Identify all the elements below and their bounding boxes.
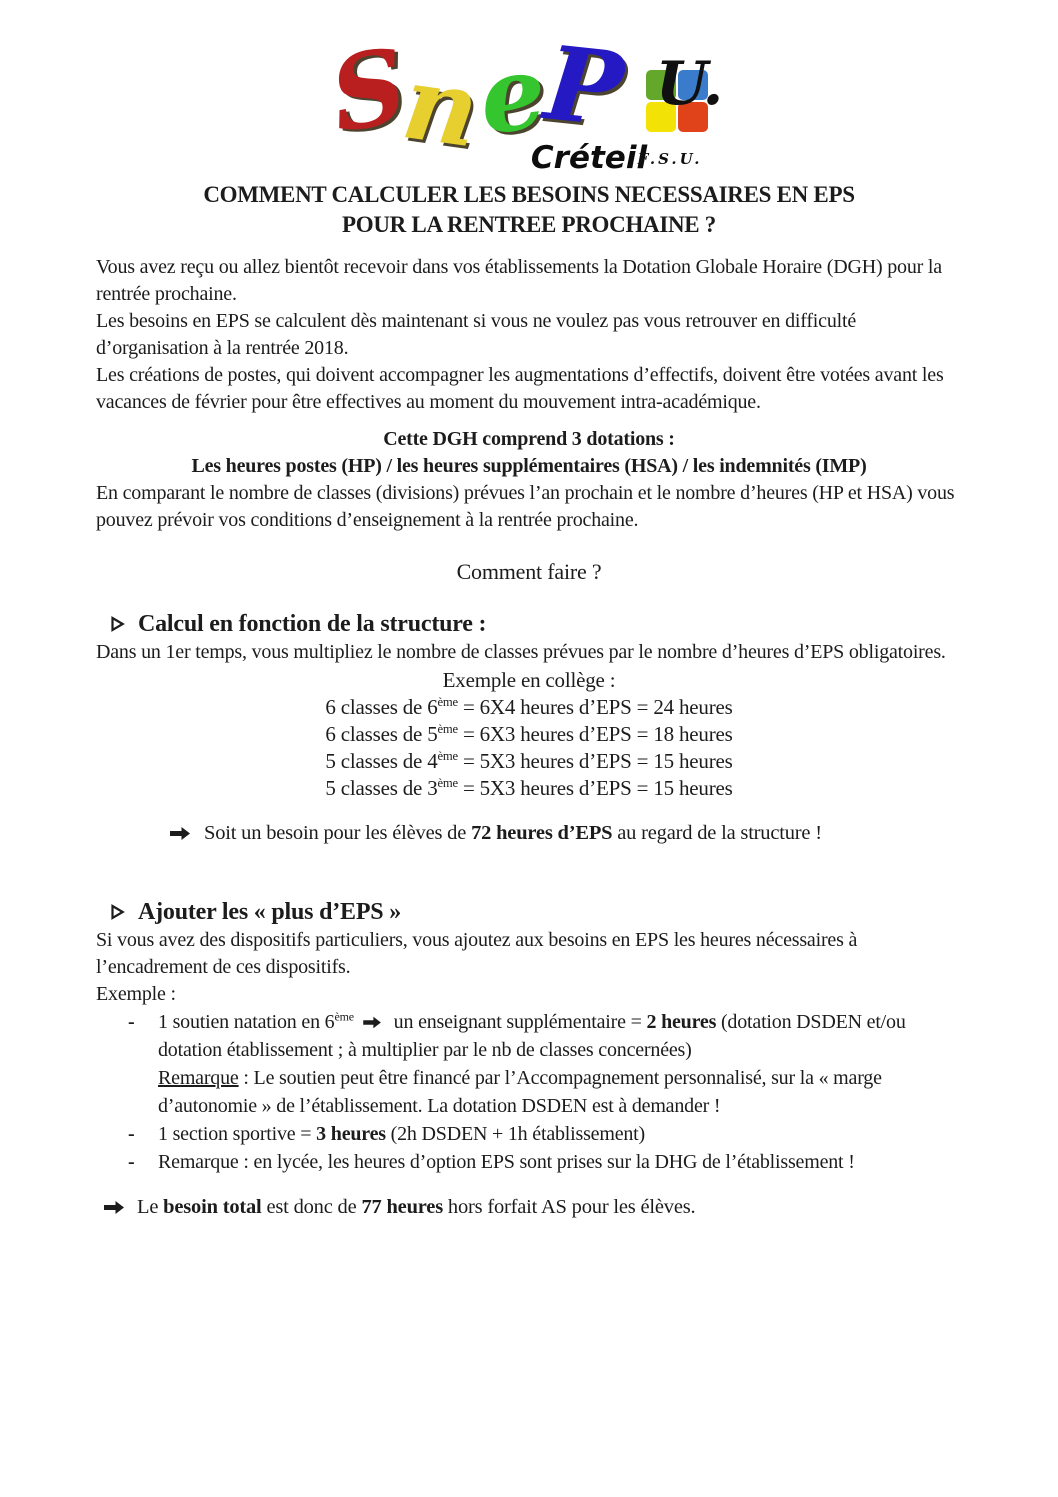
total-label-bold: besoin total	[163, 1196, 262, 1218]
item1-remark	[158, 1064, 962, 1120]
structure-result-text	[204, 820, 822, 847]
example-label: Exemple :	[96, 983, 176, 1005]
list-item	[96, 1120, 962, 1148]
ordinal-suffix: ème	[437, 776, 458, 790]
example-text: = 6X3 heures d’EPS = 18 heures	[457, 722, 733, 746]
item2-hours-bold: 3 heures	[316, 1123, 386, 1145]
page-title	[0, 180, 1058, 240]
snep-letter-n: n	[395, 42, 486, 172]
snep-logo	[169, 0, 889, 176]
intro-paragraph-2: Les besoins en EPS se calculent dès maintenant si vous ne voulez pas vous retrouver en difficulté d’organisation à la rentrée 2018.	[96, 310, 857, 359]
section2-heading-label: Ajouter les « plus d’EPS »	[138, 899, 402, 925]
dotations-line2: Les heures postes (HP) / les heures supplémentaires (HSA) / les indemnités (IMP)	[191, 455, 867, 477]
section2-body: Si vous avez des dispositifs particuliers, vous ajoutez aux besoins en EPS les heures nécessaires à l’encadrement de ces dispositifs.	[96, 929, 858, 978]
page-title-line2: POUR LA RENTREE PROCHAINE ?	[342, 212, 716, 237]
ordinal-suffix: ème	[334, 1009, 354, 1024]
right-arrow-icon	[104, 1199, 125, 1216]
ordinal-suffix: ème	[437, 749, 458, 763]
total-hours-bold: 77 heures	[361, 1196, 443, 1218]
intro-paragraph-1: Vous avez reçu ou allez bientôt recevoir dans vos établissements la Dotation Globale Horaire (DGH) pour la rentrée prochaine.	[96, 256, 942, 305]
result-text: au regard de la structure !	[612, 822, 822, 844]
item1-text	[158, 1011, 906, 1061]
result-text: Soit un besoin pour les élèves de	[204, 822, 472, 844]
fsu-caption: F.S.U.	[637, 150, 703, 168]
result-hours-bold: 72 heures d’EPS	[471, 822, 613, 844]
remark-label-underlined: Remarque	[158, 1067, 239, 1089]
total-pre: Le	[137, 1196, 164, 1218]
snep-letter-p: P	[539, 23, 629, 151]
section1-heading	[110, 609, 962, 639]
item2-post: (2h DSDEN + 1h établissement)	[385, 1123, 646, 1145]
total-need-text	[137, 1194, 695, 1221]
snep-letter-s: S	[322, 25, 416, 157]
list-item	[96, 1148, 962, 1176]
example-text: = 5X3 heures d’EPS = 15 heures	[457, 749, 733, 773]
total-post: hors forfait AS pour les élèves.	[442, 1196, 696, 1218]
dotations-line1: Cette DGH comprend 3 dotations :	[383, 428, 675, 450]
item1-mid: un enseignant supplémentaire =	[388, 1011, 647, 1033]
fsu-logo	[637, 49, 726, 170]
intro-paragraph-3: Les créations de postes, qui doivent accompagner les augmentations d’effectifs, doivent être votées avant les vacances de février pour être effectives au moment du mouvement intra-académique.	[96, 364, 944, 413]
logo-region-label: Créteil	[530, 140, 648, 176]
list-item-3-body: Remarque : en lycée, les heures d’option EPS sont prises sur la DHG de l’établissement !	[158, 1151, 855, 1173]
example-text: 5 classes de 4	[325, 749, 438, 773]
item2-pre: 1 section sportive =	[158, 1123, 317, 1145]
fsu-u-monogram: U.	[655, 49, 724, 119]
total-mid: est donc de	[261, 1196, 362, 1218]
example-text: = 6X4 heures d’EPS = 24 heures	[457, 695, 733, 719]
arrowhead-right-icon	[110, 904, 125, 920]
dash-bullet-icon: -	[128, 1123, 135, 1145]
dash-bullet-icon: -	[128, 1011, 135, 1033]
compare-paragraph: En comparant le nombre de classes (divisions) prévues l’an prochain et le nombre d’heures (HP et HSA) vous pouvez prévoir vos conditions d’enseignement à la rentrée prochaine.	[96, 482, 955, 531]
document-body	[96, 254, 962, 1221]
college-example-title: Exemple en collège :	[442, 668, 616, 692]
example-text: 6 classes de 5	[325, 722, 438, 746]
total-need-line	[104, 1194, 962, 1221]
example-line-5e	[96, 721, 962, 748]
how-to-title: Comment faire ?	[456, 559, 602, 584]
section2-heading	[110, 897, 962, 927]
example-line-3e	[96, 775, 962, 802]
arrowhead-right-icon	[110, 616, 125, 632]
dotations-block	[96, 426, 962, 480]
remark-text: : Le soutien peut être financé par l’Accompagnement personnalisé, sur la « marge d’autonomie » de l’établissement. La dotation DSDEN est à demander !	[158, 1067, 882, 1117]
list-item-2-body	[158, 1120, 962, 1148]
example-text: 5 classes de 3	[325, 776, 438, 800]
right-arrow-icon	[363, 1015, 382, 1030]
ordinal-suffix: ème	[437, 695, 458, 709]
section1-body: Dans un 1er temps, vous multipliez le nombre de classes prévues par le nombre d’heures d’EPS obligatoires.	[96, 641, 946, 663]
example-line-6e	[96, 694, 962, 721]
list-item-1-body	[158, 1008, 962, 1120]
devices-list	[96, 1008, 962, 1176]
example-text: = 5X3 heures d’EPS = 15 heures	[457, 776, 733, 800]
page-title-line1: COMMENT CALCULER LES BESOINS NECESSAIRES EN EPS	[203, 182, 855, 207]
section1-heading-label: Calcul en fonction de la structure :	[138, 611, 487, 637]
list-item	[96, 1008, 962, 1120]
example-line-4e	[96, 748, 962, 775]
snep-letter-e: e	[474, 31, 552, 159]
item1-pre: 1 soutien natation en 6	[158, 1011, 335, 1033]
dash-bullet-icon: -	[128, 1151, 135, 1173]
ordinal-suffix: ème	[437, 722, 458, 736]
example-text: 6 classes de 6	[325, 695, 438, 719]
item1-hours-bold: 2 heures	[646, 1011, 717, 1033]
structure-result-line	[170, 820, 962, 847]
item1-post: (dotation DSDEN et/ou dotation établissement ; à multiplier par le nb de classes concernées)	[158, 1011, 906, 1061]
right-arrow-icon	[170, 825, 191, 842]
